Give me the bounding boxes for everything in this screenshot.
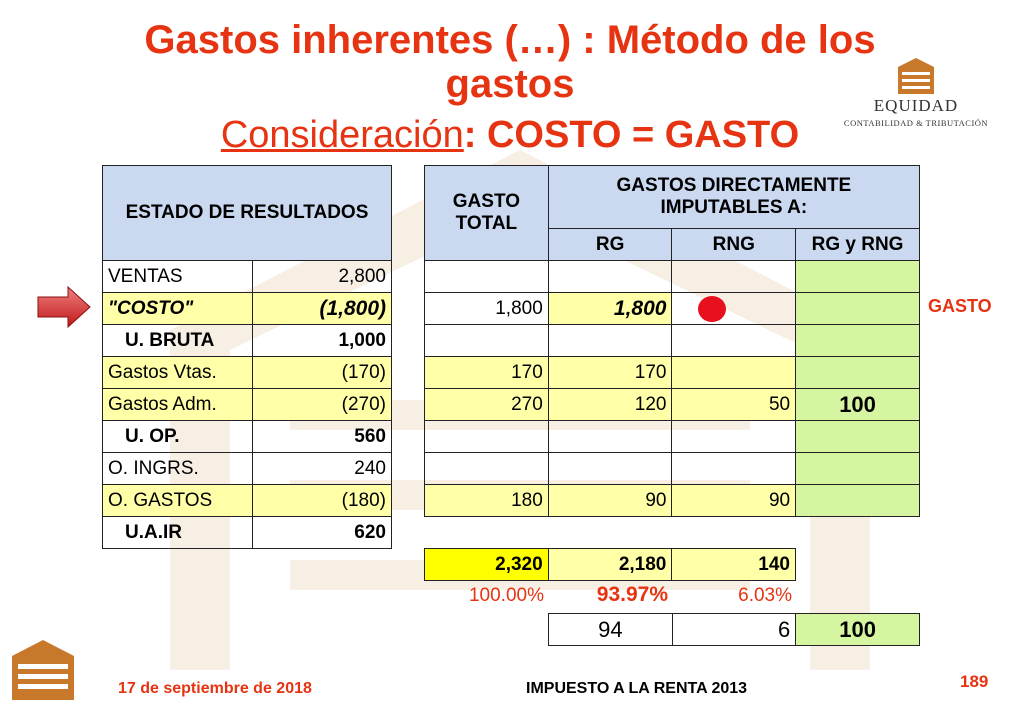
- cell-both: [796, 485, 920, 517]
- row-label: O. INGRS.: [103, 453, 253, 485]
- cell-rng: [672, 293, 796, 325]
- totals-table: [424, 548, 796, 581]
- red-dot-marker: [698, 296, 726, 322]
- cell-rng: 90: [672, 485, 796, 517]
- cell-rg: 1,800: [548, 293, 672, 325]
- cell-rg: 170: [548, 357, 672, 389]
- row-value: (180): [252, 485, 391, 517]
- cell-total: [425, 325, 549, 357]
- allocation-table: [548, 613, 920, 646]
- logo-name: EQUIDAD: [873, 96, 959, 115]
- row-label: "COSTO": [103, 293, 253, 325]
- row-value: 560: [252, 421, 391, 453]
- cell-rg: [548, 453, 672, 485]
- cell-both: 100: [796, 389, 920, 421]
- income-statement-table: [102, 165, 392, 549]
- cell-rg: [548, 325, 672, 357]
- slide-subtitle: [60, 113, 960, 157]
- cell-total: 1,800: [425, 293, 549, 325]
- col-header-rg-y-rng: RG y RNG: [796, 229, 920, 261]
- row-value: (170): [252, 357, 391, 389]
- logo-subtitle: CONTABILIDAD & TRIBUTACIÓN: [843, 118, 989, 128]
- sum-rg: 2,180: [548, 549, 672, 581]
- row-label: O. GASTOS: [103, 485, 253, 517]
- cell-rng: 50: [672, 389, 796, 421]
- cell-rg: [548, 261, 672, 293]
- cell-total: 180: [425, 485, 549, 517]
- slide-title-line-1: Gastos inherentes (…) : Método de los: [144, 18, 876, 62]
- page-number: 189: [960, 672, 989, 691]
- slide-title-line-2: gastos: [445, 62, 575, 106]
- row-value: 240: [252, 453, 391, 485]
- cell-total: [425, 421, 549, 453]
- col-header-rg: RG: [548, 229, 672, 261]
- cell-both: [796, 421, 920, 453]
- cell-total: [425, 453, 549, 485]
- cell-rng: [672, 421, 796, 453]
- percent-total: 100.00%: [468, 585, 544, 606]
- cell-rng: [672, 325, 796, 357]
- row-value: (270): [252, 389, 391, 421]
- alloc-rng: 6: [672, 614, 796, 646]
- row-value: 1,000: [252, 325, 391, 357]
- building-logo-icon: [836, 58, 996, 96]
- row-label: Gastos Vtas.: [103, 357, 253, 389]
- expense-allocation-table: [424, 165, 920, 517]
- footer-title: IMPUESTO A LA RENTA 2013: [526, 680, 748, 697]
- cell-rng: [672, 357, 796, 389]
- direct-expenses-header: GASTOS DIRECTAMENTE IMPUTABLES A:: [548, 166, 919, 229]
- percent-rg: 93.97%: [596, 583, 668, 606]
- col-header-rng: RNG: [672, 229, 796, 261]
- cell-rng: [672, 453, 796, 485]
- row-label: U.A.IR: [103, 517, 253, 549]
- sum-total: 2,320: [425, 549, 549, 581]
- row-value: (1,800): [252, 293, 391, 325]
- cell-rng: [672, 261, 796, 293]
- cell-total: 170: [425, 357, 549, 389]
- gasto-total-header: GASTO TOTAL: [425, 166, 549, 261]
- row-label: VENTAS: [103, 261, 253, 293]
- right-arrow-icon: [36, 285, 92, 329]
- footer-date: 17 de septiembre de 2018: [118, 680, 312, 697]
- gasto-side-label: GASTO: [928, 296, 992, 316]
- subtitle-underlined: Consideración: [220, 114, 464, 156]
- subtitle-rest: : COSTO = GASTO: [463, 114, 800, 156]
- sum-rng: 140: [672, 549, 796, 581]
- cell-both: [796, 357, 920, 389]
- cell-total: [425, 261, 549, 293]
- row-label: Gastos Adm.: [103, 389, 253, 421]
- income-statement-header: ESTADO DE RESULTADOS: [103, 166, 392, 261]
- cell-rg: [548, 421, 672, 453]
- cell-both: [796, 325, 920, 357]
- percent-rng: 6.03%: [738, 585, 792, 606]
- row-value: 2,800: [252, 261, 391, 293]
- row-label: U. OP.: [103, 421, 253, 453]
- alloc-rg: 94: [549, 614, 673, 646]
- cell-rg: 120: [548, 389, 672, 421]
- row-value: 620: [252, 517, 391, 549]
- alloc-both: 100: [796, 614, 920, 646]
- cell-both: [796, 261, 920, 293]
- cell-total: 270: [425, 389, 549, 421]
- cell-rg: 90: [548, 485, 672, 517]
- row-label: U. BRUTA: [103, 325, 253, 357]
- equidad-logo: [836, 58, 996, 134]
- cell-both: [796, 293, 920, 325]
- footer-building-logo-icon: [12, 640, 74, 700]
- cell-both: [796, 453, 920, 485]
